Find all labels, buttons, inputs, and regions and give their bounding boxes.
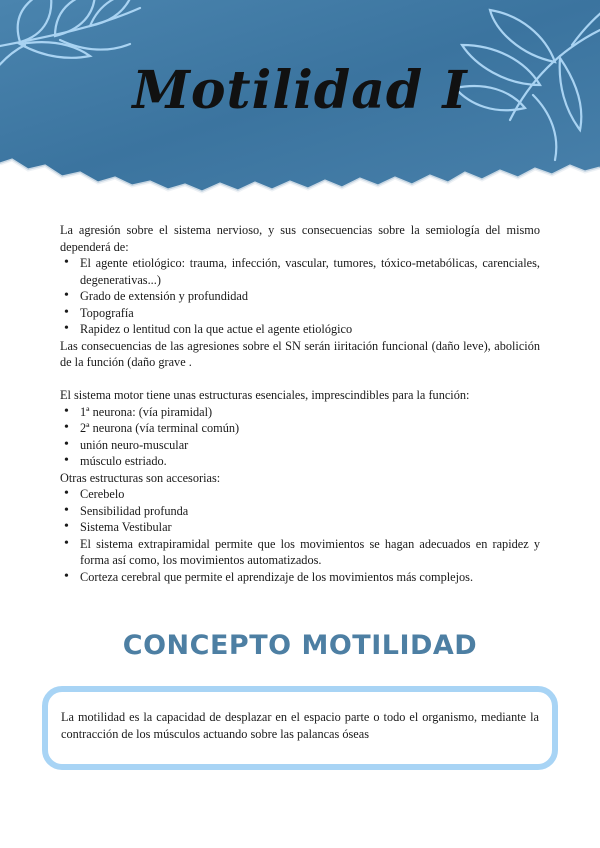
list-item: • 1ª neurona: (vía piramidal) <box>80 404 540 421</box>
list-item: • Sistema Vestibular <box>80 519 540 536</box>
list-item: • El agente etiológico: trauma, infección, vascular, tumores, tóxico-metabólicas, carenciales, degenerativas...) <box>80 255 540 288</box>
accessory-list <box>60 486 540 585</box>
list-item: • músculo estriado. <box>80 453 540 470</box>
consequence-paragraph: Las consecuencias de las agresiones sobre el SN serán iiritación funcional (daño leve), abolición de la función (daño grave . <box>60 338 540 369</box>
list-item: • El sistema extrapiramidal permite que los movimientos se hagan adecuados en rapidez y forma así como, los movimientos automatizados. <box>80 536 540 569</box>
list-item: • Corteza cerebral que permite el aprendizaje de los movimientos más complejos. <box>80 569 540 586</box>
list-item: • Topografía <box>80 305 540 322</box>
intro-paragraph: La agresión sobre el sistema nervioso, y sus consecuencias sobre la semiología del mismo dependerá de: <box>60 223 540 254</box>
main-text <box>60 222 540 585</box>
list-item: • 2ª neurona (vía terminal común) <box>80 420 540 437</box>
motor-list <box>60 404 540 470</box>
concept-text: La motilidad es la capacidad de desplazar en el espacio parte o todo el organismo, mediante la contracción de los músculos actuando sobre las palancas óseas <box>61 710 539 741</box>
list-item: • Cerebelo <box>80 486 540 503</box>
accessory-label: Otras estructuras son accesorias: <box>60 470 221 485</box>
spacer <box>60 371 540 388</box>
intro-list <box>60 255 540 338</box>
page-title: Motilidad I <box>132 60 468 121</box>
list-item: • Sensibilidad profunda <box>80 503 540 520</box>
list-item: • Rapidez o lentitud con la que actue el agente etiológico <box>80 321 540 338</box>
section-heading: CONCEPTO MOTILIDAD <box>122 630 478 661</box>
list-item: • unión neuro-muscular <box>80 437 540 454</box>
motor-paragraph: El sistema motor tiene unas estructuras esenciales, imprescindibles para la función: <box>60 388 470 402</box>
concept-box <box>42 686 558 770</box>
list-item: • Grado de extensión y profundidad <box>80 288 540 305</box>
